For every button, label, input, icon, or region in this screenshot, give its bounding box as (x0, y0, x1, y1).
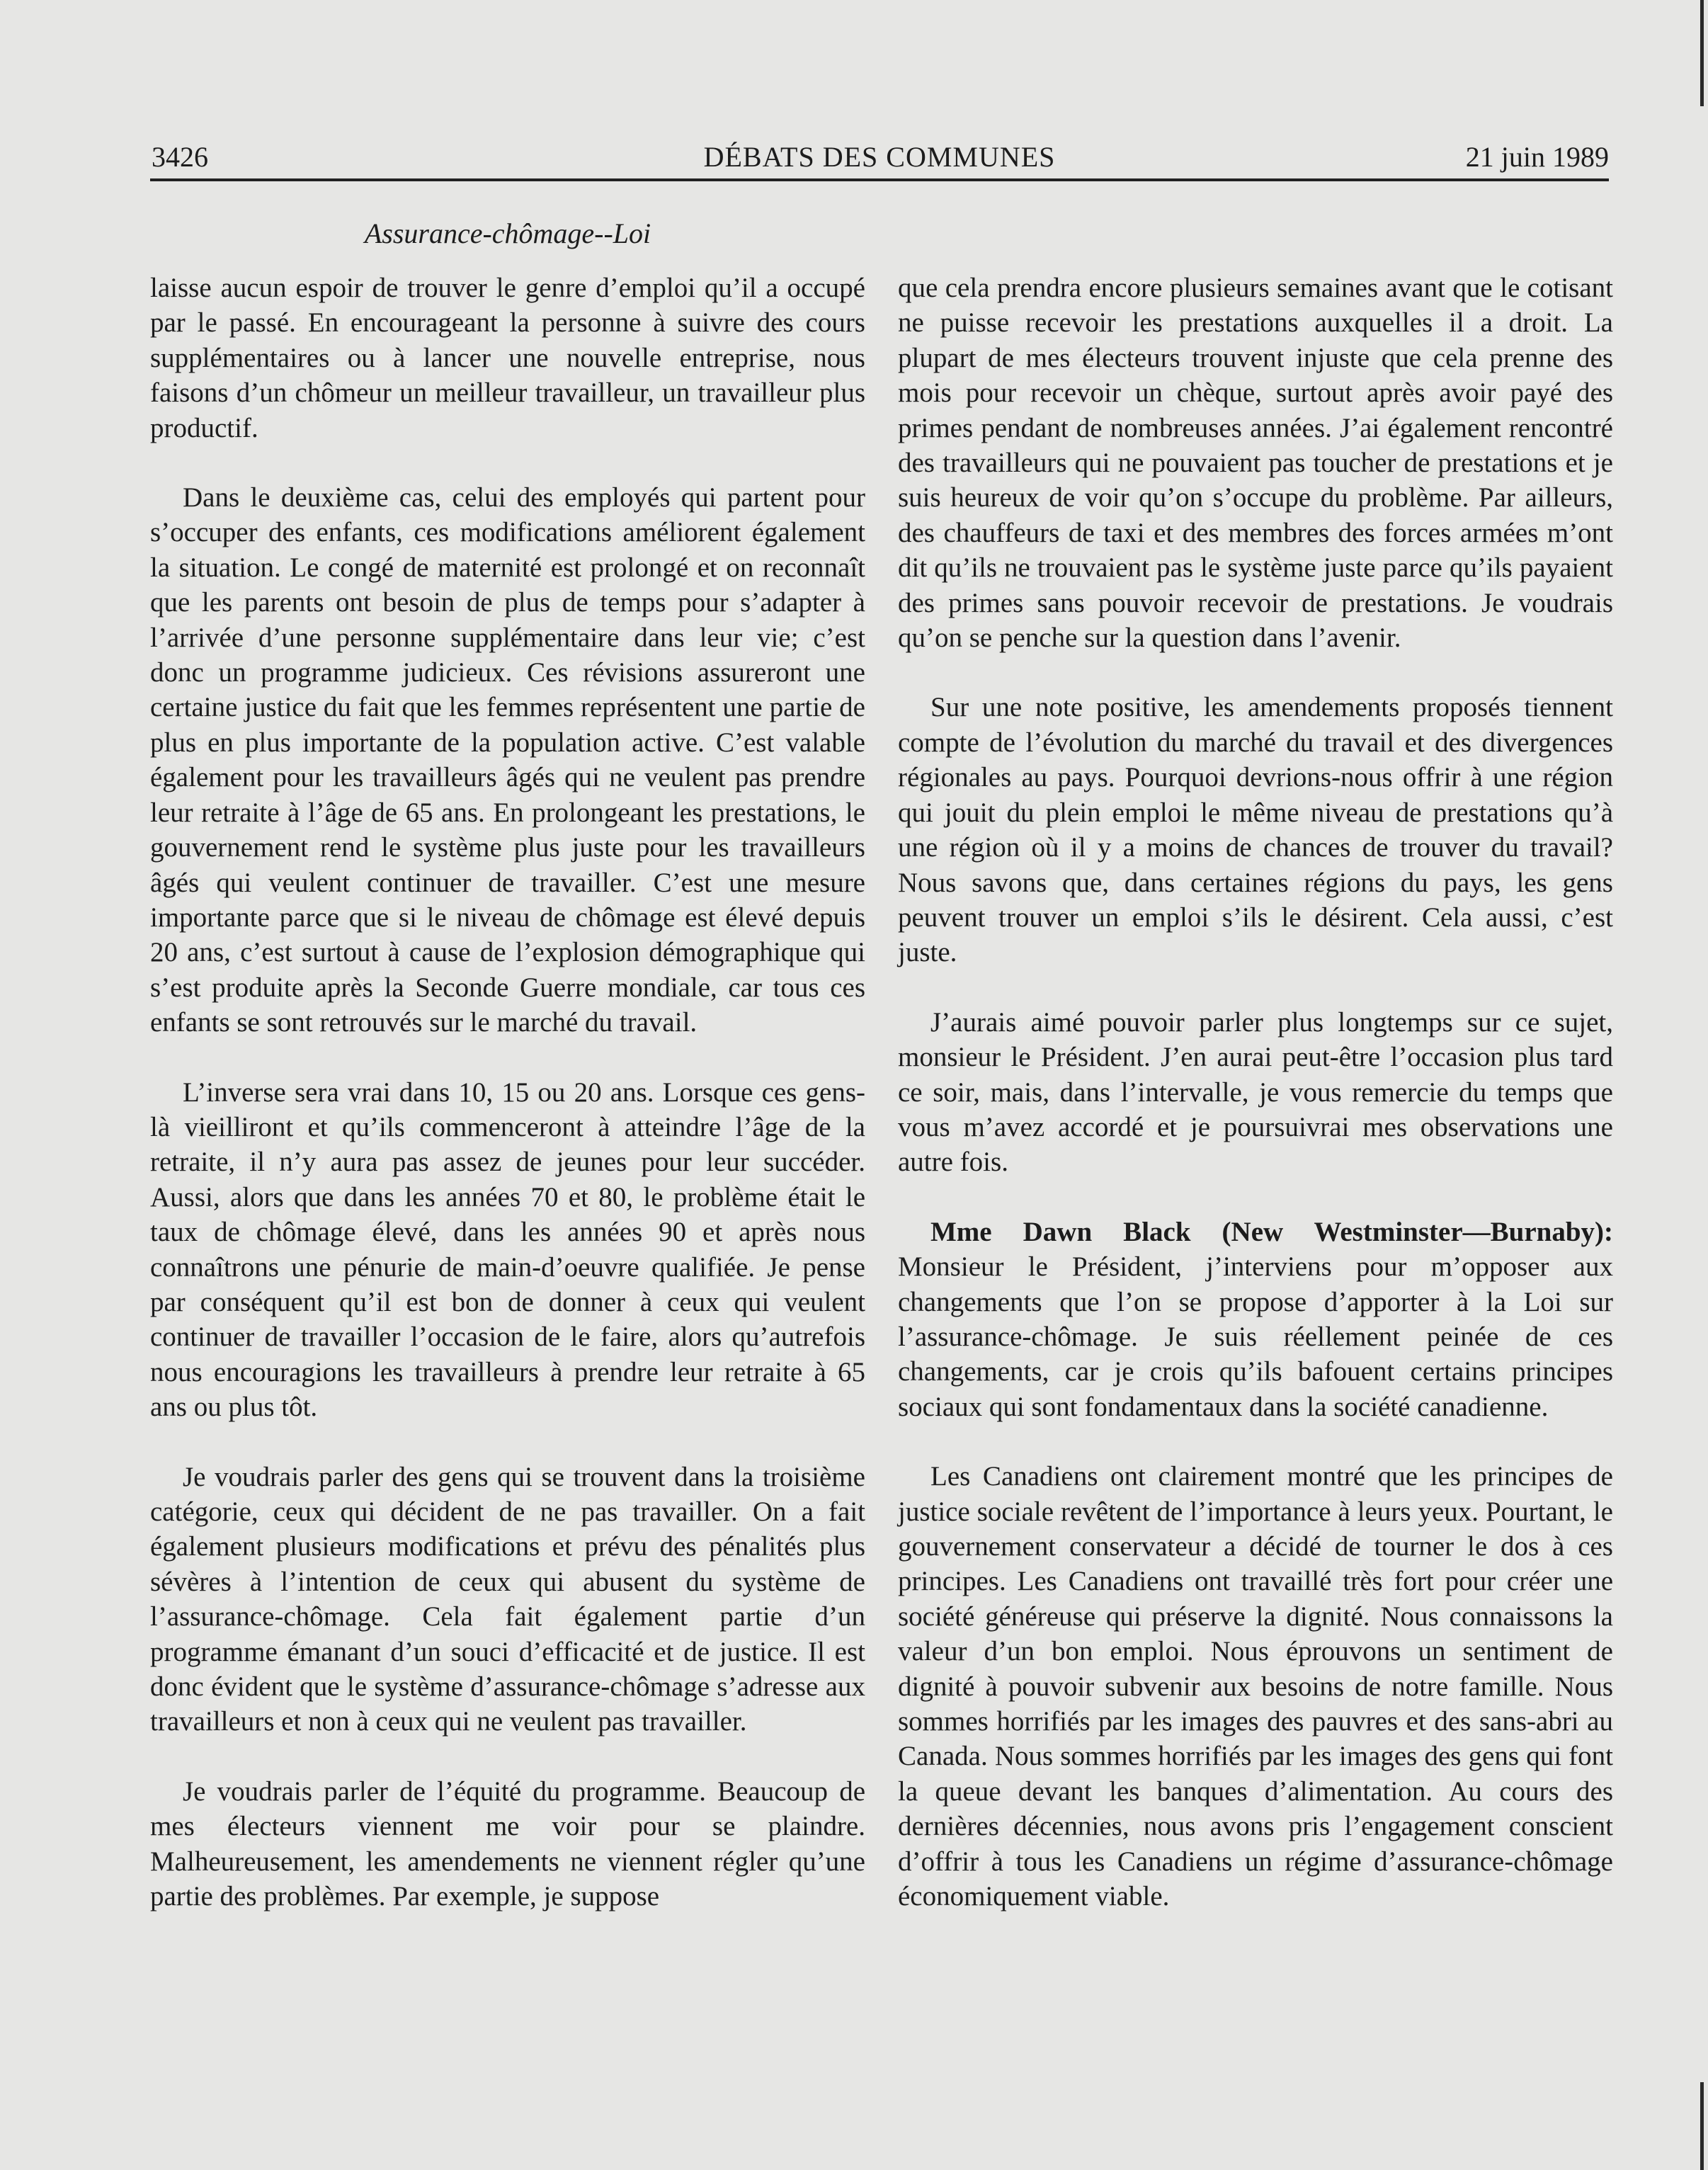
paragraph: que cela prendra encore plusieurs semaines avant que le cotisant ne puisse recevoir les prestations auxquelles il a droit. La plupart de mes électeurs trouvent injuste que cela prenne des mois pour recevoir un chèque, surtout après avoir payé des primes pendant de nombreuses années. J’ai également rencontré des travailleurs qui ne pouvaient pas toucher de prestations et je suis heureux de voir qu’on s’occupe du problème. Par ailleurs, des chauffeurs de taxi et des membres des forces armées m’ont dit qu’ils ne trouvaient pas le système juste parce qu’ils payaient des primes sans pouvoir recevoir de prestations. Je voudrais qu’on se penche sur la question dans l’avenir. (898, 273, 1613, 654)
paragraph: J’aurais aimé pouvoir parler plus longtemps sur ce sujet, monsieur le Président. J’en aurai peut-être l’occasion plus tard ce soir, mais, dans l’intervalle, je vous remercie du temps que vous m’avez accordé et je poursuivrai mes observations une autre fois. (898, 1006, 1613, 1178)
speaker-name: Mme Dawn Black (New Westminster—Burnaby): (930, 1216, 1613, 1247)
paragraph: Les Canadiens ont clairement montré que les principes de justice sociale revêtent de l’importance à leurs yeux. Pourtant, le gouvernement conservateur a décidé de tourner le dos à ces principes. Les Canadiens ont travaillé très fort pour créer une société généreuse qui préserve la dignité. Nous connaissons la valeur d’un bon emploi. Nous éprouvons un sentiment de dignité à pouvoir subvenir aux besoins de notre famille. Nous sommes horrifiés par les images des pauvres et des sans-abri au Canada. Nous sommes horrifiés par les images des gens qui font la queue devant les banques d’alimentation. Au cours des dernières décennies, nous avons pris l’engagement conscient d’offrir à tous les Canadiens un régime d’assurance-chômage économiquement viable. (898, 1461, 1613, 1912)
page-number: 3426 (152, 141, 208, 173)
paragraph: Sur une note positive, les amendements proposés tiennent compte de l’évolution du marché du travail et des divergences régionales au pays. Pourquoi devrions-nous offrir à une région qui jouit du plein emploi le même niveau de prestations qu’à une région où il y a moins de chances de trouver du travail? Nous savons que, dans certaines régions du pays, les gens peuvent trouver un emploi s’ils le désirent. Cela aussi, c’est juste. (898, 692, 1613, 968)
scan-edge-mark (1700, 2082, 1704, 2170)
paragraph: Dans le deuxième cas, celui des employés qui partent pour s’occuper des enfants, ces modifications améliorent également la situation. Le congé de maternité est prolongé et on reconnaît que les parents ont besoin de plus de temps pour s’adapter à l’arrivée d’une personne supplémentaire dans leur vie; c’est donc un programme judicieux. Ces révisions assureront une certaine justice du fait que les femmes représentent une partie de plus en plus importante de la population active. C’est valable également pour les travailleurs âgés qui ne veulent pas prendre leur retraite à l’âge de 65 ans. En prolongeant les prestations, le gouvernement rend le système plus juste pour les travailleurs âgés qui veulent continuer de travailler. C’est une mesure importante parce que si le niveau de chômage est élevé depuis 20 ans, c’est surtout à cause de l’explosion démographique qui s’est produite après la Seconde Guerre mondiale, car tous ces enfants se sont retrouvés sur le marché du travail. (150, 482, 865, 1038)
section-title: Assurance-chômage--Loi (364, 217, 651, 249)
journal-title: DÉBATS DES COMMUNES (703, 141, 1056, 173)
page-header (150, 139, 1609, 176)
left-column (150, 271, 865, 1948)
speaker-paragraph (898, 1215, 1613, 1424)
paragraph: Je voudrais parler de l’équité du programme. Beaucoup de mes électeurs viennent me voir pour se plaindre. Malheureusement, les amendements ne viennent régler qu’une partie des problèmes. Par exemple, je suppose (150, 1776, 865, 1912)
right-column (898, 271, 1613, 1948)
speech-text: Monsieur le Président, j’interviens pour m’opposer aux changements que l’on se propose d’apporter à la Loi sur l’assurance-chômage. Je suis réellement peinée de ces changements, car je crois qu’ils bafouent certains principes sociaux qui sont fondamentaux dans la société canadienne. (898, 1251, 1613, 1422)
paragraph: Je voudrais parler des gens qui se trouvent dans la troisième catégorie, ceux qui décident de ne pas travailler. On a fait également plusieurs modifications et prévu des pénalités plus sévères à l’intention de ceux qui abusent du système de l’assurance-chômage. Cela fait également partie d’un programme émanant d’un souci d’efficacité et de justice. Il est donc évident que le système d’assurance-chômage s’adresse aux travailleurs et non à ceux qui ne veulent pas travailler. (150, 1461, 865, 1737)
paragraph: laisse aucun espoir de trouver le genre d’emploi qu’il a occupé par le passé. En encourageant la personne à suivre des cours supplémentaires ou à lancer une nouvelle entreprise, nous faisons d’un chômeur un meilleur travailleur, un travailleur plus productif. (150, 273, 865, 443)
scan-edge-mark (1700, 0, 1704, 106)
paragraph: L’inverse sera vrai dans 10, 15 ou 20 ans. Lorsque ces gens-là vieilliront et qu’ils commenceront à atteindre l’âge de la retraite, il n’y aura pas assez de jeunes pour leur succéder. Aussi, alors que dans les années 70 et 80, le problème était le taux de chômage élevé, dans les années 90 et après nous connaîtrons une pénurie de main-d’oeuvre qualifiée. Je pense par conséquent qu’il est bon de donner à ceux qui veulent continuer de travailler l’occasion de le faire, alors qu’autrefois nous encouragions les travailleurs à prendre leur retraite à 65 ans ou plus tôt. (150, 1077, 865, 1423)
issue-date: 21 juin 1989 (1465, 141, 1609, 173)
header-rule (150, 178, 1609, 181)
